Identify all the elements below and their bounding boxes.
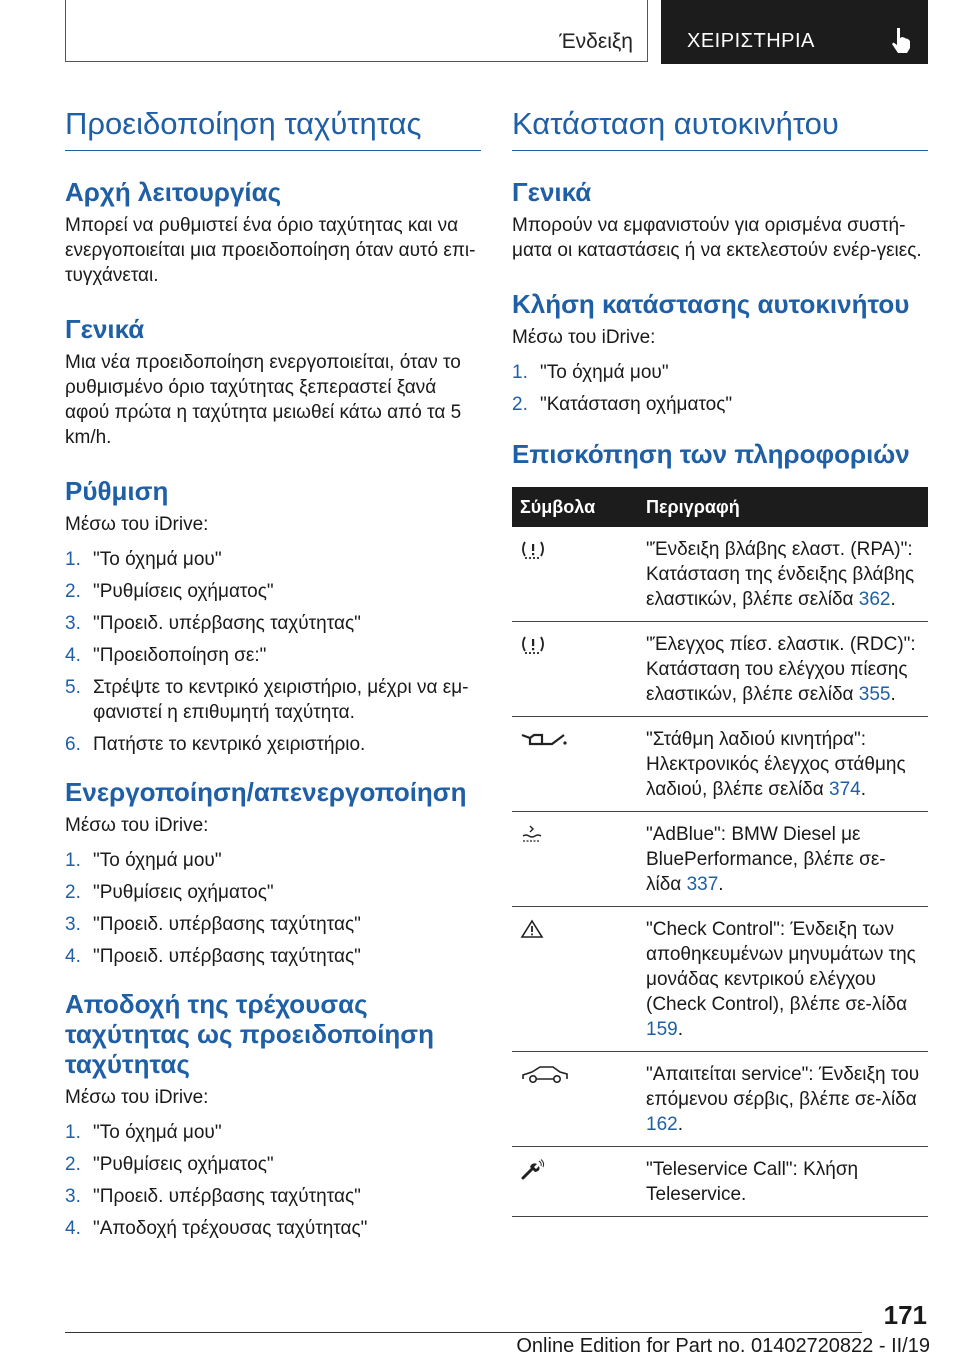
table-row: "Teleservice Call": Κλήση Teleservice. xyxy=(512,1147,928,1217)
title-vehicle-status: Κατάσταση αυτοκινήτου xyxy=(512,104,928,151)
list-item: 3. "Προειδ. υπέρβασης ταχύτητας" xyxy=(65,914,361,935)
section-tab xyxy=(65,0,648,62)
page-link[interactable]: 362 xyxy=(858,589,891,610)
list-item: 4. "Αποδοχή τρέχουσας ταχύτητας" xyxy=(65,1218,368,1239)
left-column xyxy=(65,104,481,1248)
warning-triangle-icon xyxy=(520,919,544,939)
list-item: 2. "Κατάσταση οχήματος" xyxy=(512,394,733,415)
list-item: 4. "Προειδοποίηση σε:" xyxy=(65,645,267,666)
steps-call-status xyxy=(512,360,928,417)
text-principle: Μπορεί να ρυθμιστεί ένα όριο ταχύτητας και να ενεργοποιείται μια προειδοποίηση όταν αυτό επι-τυγχάνεται. xyxy=(65,215,476,286)
page-link[interactable]: 162 xyxy=(646,1114,678,1135)
page-header xyxy=(65,0,928,64)
table-row: "Απαιτείται service": Ένδειξη του επόμενου σέρβις, βλέπε σε-λίδα 162. xyxy=(512,1052,928,1147)
list-item: 3. "Προειδ. υπέρβασης ταχύτητας" xyxy=(65,613,361,634)
page-link[interactable]: 159 xyxy=(646,1019,678,1040)
table-header-symbols: Σύμβολα xyxy=(512,487,638,527)
steps-setting xyxy=(65,547,481,757)
list-item: 2. "Ρυθμίσεις οχήματος" xyxy=(65,882,274,903)
text-activation-intro: Μέσω του iDrive: xyxy=(65,815,209,836)
oil-can-icon xyxy=(520,729,568,751)
table-header-description: Περιγραφή xyxy=(638,487,928,527)
text-call-intro: Μέσω του iDrive: xyxy=(512,327,656,348)
list-item: 1. "Το όχημά μου" xyxy=(65,850,222,871)
list-item: 1. "Το όχημά μου" xyxy=(65,549,222,570)
page-link[interactable]: 337 xyxy=(686,874,719,895)
right-column xyxy=(512,104,928,1217)
page-number: 171 xyxy=(883,1300,927,1330)
title-speed-warning: Προειδοποίηση ταχύτητας xyxy=(65,104,481,151)
list-item: 6. Πατήστε το κεντρικό χειριστήριο. xyxy=(65,734,366,755)
table-row: "Check Control": Ένδειξη των αποθηκευμένων μηνυμάτων της μονάδας κεντρικού ελέγχου (Check Control), βλέπε σε-λίδα 159. xyxy=(512,907,928,1052)
heading-overview: Επισκόπηση των πληροφοριών xyxy=(512,439,910,469)
heading-call-status: Κλήση κατάστασης αυτοκινήτου xyxy=(512,289,910,319)
text-accept-intro: Μέσω του iDrive: xyxy=(65,1087,209,1108)
table-row: "Έλεγχος πίεσ. ελαστικ. (RDC)": Κατάσταση του ελέγχου πίεσης ελαστικών, βλέπε σελίδα 355. xyxy=(512,622,928,717)
list-item: 2. "Ρυθμίσεις οχήματος" xyxy=(65,1154,274,1175)
chapter-label: ΧΕΙΡΙΣΤΗΡΙΑ xyxy=(687,30,815,52)
list-item: 5. Στρέψτε το κεντρικό χειριστήριο, μέχρι να εμ-φανιστεί η επιθυμητή ταχύτητα. xyxy=(65,677,469,723)
teleservice-wrench-icon xyxy=(520,1159,546,1181)
footer-divider xyxy=(65,1332,862,1333)
steps-accept xyxy=(65,1120,481,1241)
section-label: Ένδειξη xyxy=(559,30,633,53)
text-general: Μια νέα προειδοποίηση ενεργοποιείται, όταν το ρυθμισμένο όριο ταχύτητας ξεπεραστεί ξανά αφού πρώτα η ταχύτητα μειωθεί κάτω από τα 5 km/h. xyxy=(65,352,462,448)
table-row: "AdBlue": BMW Diesel με BluePerformance, βλέπε σε-λίδα 337. xyxy=(512,812,928,907)
footer-edition: Online Edition for Part no. 01402720822 - II/19 xyxy=(516,1335,930,1357)
tire-pressure-warning-icon xyxy=(520,539,546,561)
steps-activation xyxy=(65,848,481,969)
hand-pointer-icon xyxy=(888,26,914,54)
text-setting-intro: Μέσω του iDrive: xyxy=(65,514,209,535)
heading-accept-speed: Αποδοχή της τρέχουσας ταχύτητας ως προειδοποίηση ταχύτητας xyxy=(65,989,434,1079)
text-general-right: Μπορούν να εμφανιστούν για ορισμένα συστή-ματα οι καταστάσεις ή να εκτελεστούν ενέρ-γειες. xyxy=(512,215,922,261)
tire-pressure-control-icon xyxy=(520,634,546,656)
list-item: 1. "Το όχημά μου" xyxy=(512,362,669,383)
list-item: 4. "Προειδ. υπέρβασης ταχύτητας" xyxy=(65,946,361,967)
table-row: "Στάθμη λαδιού κινητήρα": Ηλεκτρονικός έλεγχος στάθμης λαδιού, βλέπε σελίδα 374. xyxy=(512,717,928,812)
symbols-table xyxy=(512,487,928,1217)
service-car-icon xyxy=(520,1064,570,1086)
list-item: 1. "Το όχημά μου" xyxy=(65,1122,222,1143)
page-link[interactable]: 374 xyxy=(829,779,861,800)
chapter-tab xyxy=(661,0,928,64)
page-link[interactable]: 355 xyxy=(858,684,891,705)
heading-general-right: Γενικά xyxy=(512,177,592,207)
heading-general: Γενικά xyxy=(65,314,145,344)
heading-principle: Αρχή λειτουργίας xyxy=(65,177,282,207)
list-item: 3. "Προειδ. υπέρβασης ταχύτητας" xyxy=(65,1186,361,1207)
heading-activation: Ενεργοποίηση/απενεργοποίηση xyxy=(65,777,467,807)
list-item: 2. "Ρυθμίσεις οχήματος" xyxy=(65,581,274,602)
heading-setting: Ρύθμιση xyxy=(65,476,169,506)
table-row: "Ένδειξη βλάβης ελαστ. (RPA)": Κατάσταση της ένδειξης βλάβης ελαστικών, βλέπε σελίδα 362. xyxy=(512,527,928,622)
adblue-icon xyxy=(520,824,542,844)
